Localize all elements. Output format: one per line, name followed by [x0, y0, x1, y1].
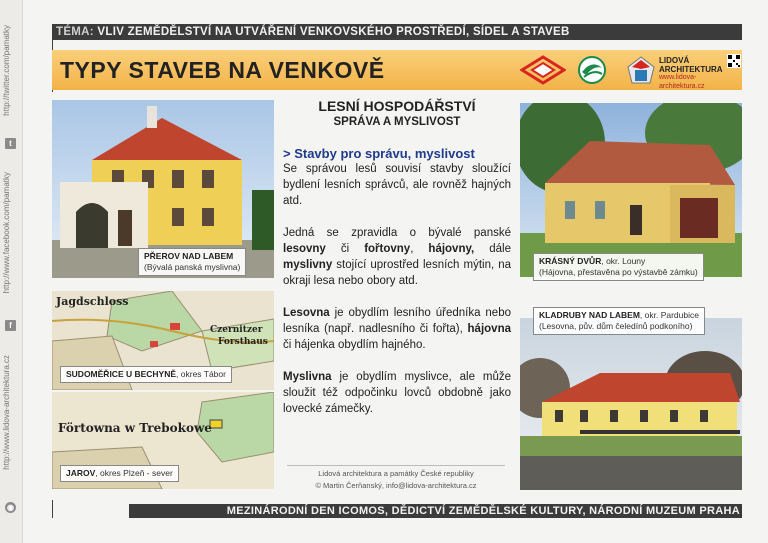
divider-line	[52, 500, 53, 518]
topic-text: VLIV ZEMĚDĚLSTVÍ NA UTVÁŘENÍ VENKOVSKÉHO PROSTŘEDÍ, SÍDEL A STAVEB	[93, 26, 570, 38]
twitter-link[interactable]: http://twitter.com/pamatky	[2, 25, 11, 116]
caption-jarov	[60, 465, 179, 482]
caption-sudomerice-place: SUDOMĚŘICE U BECHYNĚ	[66, 369, 177, 379]
paragraph-3: Lesovna je obydlím lesního úředníka nebo lesníka (např. nadlesního či fořta), hájovna či hájenka obydlím hajného.	[283, 307, 511, 351]
map-label-czernitzer: Czernitzer	[210, 325, 263, 335]
lidova-architektura-logo-icon	[626, 55, 656, 85]
map-label-jagdschloss: Jagdschloss	[56, 295, 129, 308]
caption-sudomerice-region: , okres Tábor	[176, 369, 226, 379]
paragraph-1: Se správou lesů souvisí stavby sloužící bydlení lesních správců, ale rovněž hajných atd.	[283, 163, 511, 207]
topic-label: TÉMA:	[56, 26, 94, 38]
facebook-icon[interactable]: f	[5, 320, 16, 331]
social-sidebar	[0, 0, 23, 543]
main-content	[283, 98, 511, 417]
map-label-forsthaus: Forsthaus	[218, 337, 268, 347]
facebook-link[interactable]: http://www.facebook.com/pamatky	[2, 172, 11, 294]
caption-kladruby-place: KLADRUBY NAD LABEM	[539, 310, 640, 320]
caption-prerov-desc: (Bývalá panská myslivna)	[144, 262, 241, 272]
footer-bar	[129, 504, 742, 518]
map-label-fortowna: Förtowna w Trebokowe	[58, 421, 212, 435]
krasny-dvur-house-image	[520, 103, 742, 277]
brand-name-line2: ARCHITEKTURA	[659, 64, 723, 74]
paragraph-2: Jedná se zpravidla o bývalé panské lesovny či fořtovny, hájovny, dále myslivny stojící uprostřed lesních mýtin, na okraji lesa nebo obory atd.	[283, 227, 512, 287]
caption-prerov-place: PŘEROV NAD LABEM	[144, 251, 234, 261]
brand-url[interactable]: www.lidova-architektura.cz	[659, 74, 705, 90]
caption-jarov-place: JAROV	[66, 468, 96, 478]
credit-line1: Lidová architektura a památky České republiky	[287, 465, 505, 480]
caption-sudomerice	[60, 366, 232, 383]
twitter-icon[interactable]: t	[5, 138, 16, 149]
icomos-logo-icon	[520, 55, 566, 85]
photo-kladruby	[520, 318, 742, 490]
kladruby-house-image	[520, 318, 742, 490]
page-header	[52, 50, 742, 90]
credit-block	[287, 465, 505, 492]
paragraph-4: Myslivna je obydlím myslivce, ale může sloužit též odpočinku lovců obdobně jako lovecké zámečky.	[283, 371, 511, 415]
caption-prerov	[138, 248, 246, 276]
photo-krasny-dvur	[520, 103, 742, 277]
brand-name-line1: LIDOVÁ	[659, 56, 690, 65]
section-subtitle: SPRÁVA A MYSLIVOST	[333, 116, 461, 128]
caption-kladruby	[533, 307, 705, 335]
website-link[interactable]: http://www.lidova-architektura.cz	[2, 355, 11, 470]
caption-krasny-desc: (Hájovna, přestavěna po výstavbě zámku)	[539, 267, 698, 277]
footer-text: MEZINÁRODNÍ DEN ICOMOS, DĚDICTVÍ ZEMĚDĚLSKÉ KULTURY, NÁRODNÍ MUZEUM PRAHA	[226, 505, 740, 517]
museum-logo-icon	[576, 55, 608, 85]
qr-code-icon[interactable]	[727, 54, 741, 68]
topic-bar	[52, 24, 742, 40]
section-heading: > Stavby pro správu, myslivost	[283, 146, 475, 161]
section-title: LESNÍ HOSPODÁŘSTVÍ	[318, 98, 476, 114]
credit-line2[interactable]: © Martin Čerňanský, info@lidova-architektura.cz	[315, 481, 477, 490]
caption-kladruby-desc: (Lesovna, pův. dům čeledínů podkoního)	[539, 321, 693, 331]
caption-krasny-place: KRÁSNÝ DVŮR	[539, 256, 602, 266]
caption-kladruby-region: , okr. Pardubice	[639, 310, 699, 320]
page-title: TYPY STAVEB NA VENKOVĚ	[60, 57, 385, 83]
caption-krasny-dvur	[533, 253, 704, 281]
caption-jarov-region: , okres Plzeň - sever	[95, 468, 173, 478]
globe-icon[interactable]: ◉	[5, 502, 16, 513]
caption-krasny-region: , okr. Louny	[601, 256, 646, 266]
